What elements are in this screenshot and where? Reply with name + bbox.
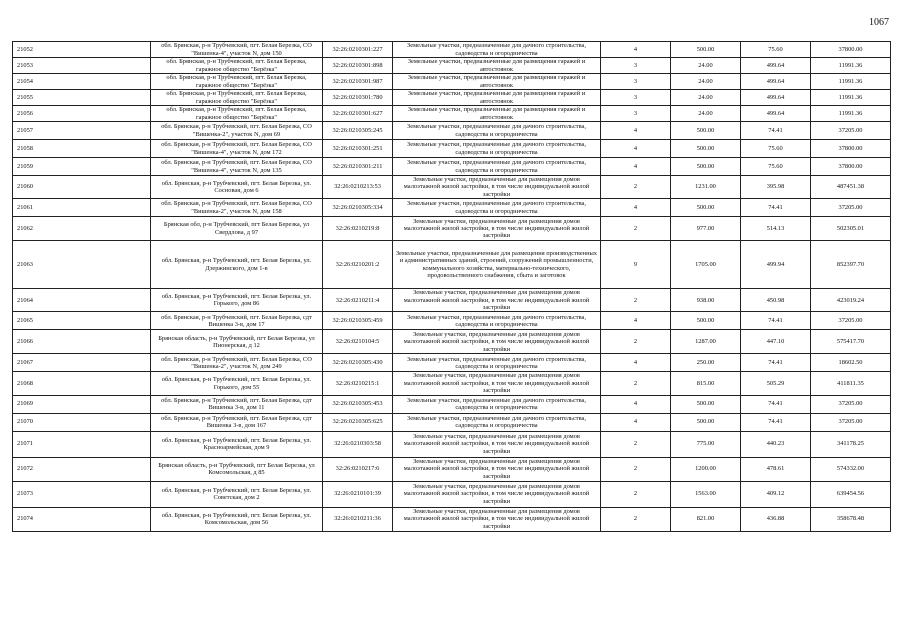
rate-cell: 409.12: [741, 481, 811, 507]
area-cell: 500.00: [671, 199, 741, 217]
group-cell: 4: [601, 42, 671, 58]
group-cell: 2: [601, 217, 671, 241]
row-number: 21063: [13, 241, 151, 289]
address-cell: обл. Брянская, р-н Трубчевский, пгт. Белая Березка, СО "Вишенка-4", участок N, дом 150: [151, 42, 323, 58]
row-number: 21064: [13, 289, 151, 312]
value-cell: 487451.38: [811, 176, 891, 199]
rate-cell: 75.60: [741, 158, 811, 176]
value-cell: 18602.50: [811, 354, 891, 372]
cadastral-number: 32:26:0210301:780: [323, 90, 393, 106]
land-use-cell: Земельные участки, предназначенные для дачного строительства, садоводства и огородничества: [393, 122, 601, 140]
value-cell: 37205.00: [811, 122, 891, 140]
row-number: 21056: [13, 106, 151, 122]
group-cell: 4: [601, 199, 671, 217]
cadastral-number: 32:26:0210301:251: [323, 140, 393, 158]
group-cell: 3: [601, 74, 671, 90]
row-number: 21061: [13, 199, 151, 217]
address-cell: обл. Брянская, р-н Трубчевский, пгт. Белая Березка, сдт Вишенка 3-в, дом 17: [151, 312, 323, 330]
area-cell: 500.00: [671, 312, 741, 330]
address-cell: обл. Брянская, р-н Трубчевский, пгт. Белая Березка, СО "Вишенка-2", участок N, дом 249: [151, 354, 323, 372]
value-cell: 11991.36: [811, 58, 891, 74]
group-cell: 4: [601, 395, 671, 413]
address-cell: обл. Брянская, р-н Трубчевский, пгт. Белая Березка, ул. Дзержинского, дом 1-в: [151, 241, 323, 289]
land-use-cell: Земельные участки, предназначенные для дачного строительства, садоводства и огородничества: [393, 312, 601, 330]
cadastral-table: [12, 41, 891, 532]
address-cell: обл. Брянская, р-н Трубчевский, пгт. Белая Березка, гаражное общество "Берёзка": [151, 74, 323, 90]
table-row: [13, 217, 891, 241]
value-cell: 639454.56: [811, 481, 891, 507]
value-cell: 37205.00: [811, 312, 891, 330]
group-cell: 4: [601, 140, 671, 158]
row-number: 21055: [13, 90, 151, 106]
land-use-cell: Земельные участки, предназначенные для размещения гаражей и автостоянок: [393, 106, 601, 122]
row-number: 21065: [13, 312, 151, 330]
group-cell: 2: [601, 457, 671, 481]
address-cell: обл. Брянская, р-н Трубчевский, пгт. Белая Березка, ул. Горького, дом 86: [151, 289, 323, 312]
page-number: 1067: [869, 17, 889, 28]
area-cell: 1231.00: [671, 176, 741, 199]
value-cell: 37800.00: [811, 140, 891, 158]
cadastral-number: 32:26:0210301:227: [323, 42, 393, 58]
area-cell: 1563.00: [671, 481, 741, 507]
rate-cell: 447.10: [741, 330, 811, 354]
cadastral-number: 32:26:0210305:459: [323, 312, 393, 330]
table-row: [13, 330, 891, 354]
land-use-cell: Земельные участки, предназначенные для дачного строительства, садоводства и огородничества: [393, 395, 601, 413]
rate-cell: 499.64: [741, 90, 811, 106]
area-cell: 500.00: [671, 158, 741, 176]
rate-cell: 75.60: [741, 140, 811, 158]
table-body: [13, 42, 891, 532]
address-cell: обл. Брянская, р-н Трубчевский, пгт. Белая Березка, ул. Горького, дом 55: [151, 372, 323, 395]
address-cell: обл. Брянская, р-н Трубчевский, пгт. Белая Березка, ул. Красноармейская, дом 9: [151, 431, 323, 457]
rate-cell: 74.41: [741, 413, 811, 431]
cadastral-number: 32:26:0210305:453: [323, 395, 393, 413]
value-cell: 37205.00: [811, 199, 891, 217]
value-cell: 502305.01: [811, 217, 891, 241]
value-cell: 11991.36: [811, 106, 891, 122]
land-use-cell: Земельные участки, предназначенные для дачного строительства, садоводства и огородничества: [393, 199, 601, 217]
table-row: [13, 241, 891, 289]
row-number: 21058: [13, 140, 151, 158]
value-cell: 37205.00: [811, 413, 891, 431]
row-number: 21070: [13, 413, 151, 431]
table-row: [13, 507, 891, 531]
cadastral-number: 32:26:0210211:4: [323, 289, 393, 312]
value-cell: 411811.35: [811, 372, 891, 395]
table-row: [13, 158, 891, 176]
row-number: 21059: [13, 158, 151, 176]
row-number: 21060: [13, 176, 151, 199]
group-cell: 3: [601, 58, 671, 74]
row-number: 21072: [13, 457, 151, 481]
row-number: 21074: [13, 507, 151, 531]
value-cell: 358678.48: [811, 507, 891, 531]
value-cell: 575417.70: [811, 330, 891, 354]
row-number: 21069: [13, 395, 151, 413]
group-cell: 4: [601, 354, 671, 372]
group-cell: 2: [601, 176, 671, 199]
value-cell: 341178.25: [811, 431, 891, 457]
table-row: [13, 199, 891, 217]
area-cell: 24.00: [671, 90, 741, 106]
land-use-cell: Земельные участки, предназначенные для дачного строительства, садоводства и огородничества: [393, 42, 601, 58]
cadastral-number: 32:26:0210215:1: [323, 372, 393, 395]
row-number: 21052: [13, 42, 151, 58]
row-number: 21067: [13, 354, 151, 372]
land-use-cell: Земельные участки, предназначенные для дачного строительства, садоводства и огородничества: [393, 354, 601, 372]
area-cell: 500.00: [671, 413, 741, 431]
land-use-cell: Земельные участки, предназначенные для размещения домов малоэтажной жилой застройки, в том числе индивидуальной жилой застройки: [393, 217, 601, 241]
area-cell: 977.00: [671, 217, 741, 241]
table-row: [13, 372, 891, 395]
address-cell: обл. Брянская, р-н Трубчевский, пгт. Белая Березка, гаражное общество "Берёзка": [151, 106, 323, 122]
cadastral-number: 32:26:0210211:36: [323, 507, 393, 531]
area-cell: 1200.00: [671, 457, 741, 481]
group-cell: 2: [601, 481, 671, 507]
rate-cell: 74.41: [741, 122, 811, 140]
land-use-cell: Земельные участки, предназначенные для размещения производственных и административных зданий, строений, сооружений промышленности, коммунального хозяйства, материально-технического, продовольственного снабжения, сбыта и заготовок: [393, 241, 601, 289]
area-cell: 500.00: [671, 395, 741, 413]
address-cell: обл. Брянская, р-н Трубчевский, пгт. Белая Березка, СО "Вишенка-2", участок N, дом 69: [151, 122, 323, 140]
row-number: 21066: [13, 330, 151, 354]
group-cell: 4: [601, 312, 671, 330]
address-cell: обл. Брянская, р-н Трубчевский, пгт. Белая Березка, СО "Вишенка-2", участок N, дом 158: [151, 199, 323, 217]
cadastral-number: 32:26:0210303:58: [323, 431, 393, 457]
row-number: 21073: [13, 481, 151, 507]
rate-cell: 499.64: [741, 58, 811, 74]
rate-cell: 499.64: [741, 106, 811, 122]
value-cell: 37800.00: [811, 42, 891, 58]
land-use-cell: Земельные участки, предназначенные для дачного строительства, садоводства и огородничества: [393, 413, 601, 431]
cadastral-number: 32:26:0210301:898: [323, 58, 393, 74]
land-use-cell: Земельные участки, предназначенные для размещения домов малоэтажной жилой застройки, в том числе индивидуальной жилой застройки: [393, 431, 601, 457]
cadastral-number: 32:26:0210217:6: [323, 457, 393, 481]
row-number: 21054: [13, 74, 151, 90]
area-cell: 24.00: [671, 58, 741, 74]
cadastral-number: 32:26:0210201:2: [323, 241, 393, 289]
land-use-cell: Земельные участки, предназначенные для размещения домов малоэтажной жилой застройки, в том числе индивидуальной жилой застройки: [393, 176, 601, 199]
rate-cell: 499.64: [741, 74, 811, 90]
group-cell: 4: [601, 413, 671, 431]
rate-cell: 478.61: [741, 457, 811, 481]
row-number: 21062: [13, 217, 151, 241]
rate-cell: 436.88: [741, 507, 811, 531]
area-cell: 24.00: [671, 106, 741, 122]
table-row: [13, 312, 891, 330]
table-row: [13, 289, 891, 312]
address-cell: обл. Брянская, р-н Трубчевский, пгт. Белая Березка, ул. Комсомольская, дом 56: [151, 507, 323, 531]
value-cell: 37205.00: [811, 395, 891, 413]
land-use-cell: Земельные участки, предназначенные для размещения домов малоэтажной жилой застройки, в том числе индивидуальной жилой застройки: [393, 481, 601, 507]
land-use-cell: Земельные участки, предназначенные для размещения домов малоэтажной жилой застройки, в том числе индивидуальной жилой застройки: [393, 289, 601, 312]
cadastral-number: 32:26:0210301:211: [323, 158, 393, 176]
land-use-cell: Земельные участки, предназначенные для размещения домов малоэтажной жилой застройки, в том числе индивидуальной жилой застройки: [393, 507, 601, 531]
table-row: [13, 42, 891, 58]
area-cell: 1705.00: [671, 241, 741, 289]
cadastral-number: 32:26:0210219:8: [323, 217, 393, 241]
group-cell: 2: [601, 330, 671, 354]
cadastral-number: 32:26:0210305:625: [323, 413, 393, 431]
rate-cell: 74.41: [741, 395, 811, 413]
cadastral-number: 32:26:0210305:430: [323, 354, 393, 372]
cadastral-number: 32:26:0210305:245: [323, 122, 393, 140]
table-row: [13, 431, 891, 457]
land-use-cell: Земельные участки, предназначенные для размещения домов малоэтажной жилой застройки, в том числе индивидуальной жилой застройки: [393, 372, 601, 395]
address-cell: Брянская область, р-н Трубчевский, пгт Белая Березка, ул Комсомольская, д 85: [151, 457, 323, 481]
cadastral-number: 32:26:0210301:987: [323, 74, 393, 90]
rate-cell: 499.94: [741, 241, 811, 289]
rate-cell: 74.41: [741, 199, 811, 217]
area-cell: 250.00: [671, 354, 741, 372]
rate-cell: 440.23: [741, 431, 811, 457]
address-cell: обл. Брянская, р-н Трубчевский, пгт. Белая Березка, гаражное общество "Берёзка": [151, 90, 323, 106]
cadastral-number: 32:26:0210301:627: [323, 106, 393, 122]
group-cell: 3: [601, 106, 671, 122]
address-cell: обл. Брянская, р-н Трубчевский, пгт. Белая Березка, ул. Сосновая, дом 6: [151, 176, 323, 199]
land-use-cell: Земельные участки, предназначенные для размещения домов малоэтажной жилой застройки, в том числе индивидуальной жилой застройки: [393, 457, 601, 481]
row-number: 21053: [13, 58, 151, 74]
address-cell: обл. Брянская, р-н Трубчевский, пгт. Белая Березка, СО "Вишенка-4", участок N, дом 135: [151, 158, 323, 176]
table-row: [13, 74, 891, 90]
address-cell: обл. Брянская, р-н Трубчевский, пгт. Белая Березка, ул. Советская, дом 2: [151, 481, 323, 507]
area-cell: 24.00: [671, 74, 741, 90]
address-cell: обл. Брянская, р-н Трубчевский, пгт. Белая Березка, сдт Вишенка 3-в, дом 167: [151, 413, 323, 431]
value-cell: 11991.36: [811, 74, 891, 90]
area-cell: 500.00: [671, 42, 741, 58]
area-cell: 815.00: [671, 372, 741, 395]
land-use-cell: Земельные участки, предназначенные для дачного строительства, садоводства и огородничества: [393, 140, 601, 158]
rate-cell: 395.98: [741, 176, 811, 199]
address-cell: Брянская область, р-н Трубчевский, пгт Белая Березка, ул Пионерская, д 12: [151, 330, 323, 354]
rate-cell: 450.98: [741, 289, 811, 312]
rate-cell: 75.60: [741, 42, 811, 58]
area-cell: 775.00: [671, 431, 741, 457]
group-cell: 4: [601, 158, 671, 176]
rate-cell: 514.13: [741, 217, 811, 241]
group-cell: 3: [601, 90, 671, 106]
value-cell: 423019.24: [811, 289, 891, 312]
address-cell: Брянская обл, р-н Трубчевский, пгт Белая Березка, ул Свердлова, д 97: [151, 217, 323, 241]
cadastral-number: 32:26:0210104:5: [323, 330, 393, 354]
row-number: 21071: [13, 431, 151, 457]
group-cell: 2: [601, 507, 671, 531]
land-use-cell: Земельные участки, предназначенные для размещения гаражей и автостоянок: [393, 74, 601, 90]
land-use-cell: Земельные участки, предназначенные для размещения гаражей и автостоянок: [393, 90, 601, 106]
value-cell: 11991.36: [811, 90, 891, 106]
address-cell: обл. Брянская, р-н Трубчевский, пгт. Белая Березка, сдт Вишенка 3-в, дом 11: [151, 395, 323, 413]
table-row: [13, 122, 891, 140]
table-row: [13, 354, 891, 372]
cadastral-number: 32:26:0210213:53: [323, 176, 393, 199]
land-use-cell: Земельные участки, предназначенные для размещения домов малоэтажной жилой застройки, в том числе индивидуальной жилой застройки: [393, 330, 601, 354]
table-row: [13, 413, 891, 431]
rate-cell: 505.29: [741, 372, 811, 395]
table-row: [13, 106, 891, 122]
table-row: [13, 58, 891, 74]
cadastral-number: 32:26:0210101:39: [323, 481, 393, 507]
area-cell: 821.00: [671, 507, 741, 531]
area-cell: 500.00: [671, 140, 741, 158]
group-cell: 9: [601, 241, 671, 289]
area-cell: 500.00: [671, 122, 741, 140]
group-cell: 2: [601, 431, 671, 457]
value-cell: 37800.00: [811, 158, 891, 176]
value-cell: 852397.70: [811, 241, 891, 289]
area-cell: 938.00: [671, 289, 741, 312]
land-use-cell: Земельные участки, предназначенные для размещения гаражей и автостоянок: [393, 58, 601, 74]
group-cell: 4: [601, 122, 671, 140]
table-row: [13, 395, 891, 413]
value-cell: 574332.00: [811, 457, 891, 481]
table-row: [13, 90, 891, 106]
row-number: 21068: [13, 372, 151, 395]
land-use-cell: Земельные участки, предназначенные для дачного строительства, садоводства и огородничества: [393, 158, 601, 176]
group-cell: 2: [601, 372, 671, 395]
table-row: [13, 140, 891, 158]
address-cell: обл. Брянская, р-н Трубчевский, пгт. Белая Березка, гаражное общество "Берёзка": [151, 58, 323, 74]
table-row: [13, 176, 891, 199]
address-cell: обл. Брянская, р-н Трубчевский, пгт. Белая Березка, СО "Вишенка-4", участок N, дом 172: [151, 140, 323, 158]
area-cell: 1287.00: [671, 330, 741, 354]
cadastral-number: 32:26:0210305:334: [323, 199, 393, 217]
row-number: 21057: [13, 122, 151, 140]
table-row: [13, 481, 891, 507]
rate-cell: 74.41: [741, 312, 811, 330]
group-cell: 2: [601, 289, 671, 312]
table-row: [13, 457, 891, 481]
rate-cell: 74.41: [741, 354, 811, 372]
